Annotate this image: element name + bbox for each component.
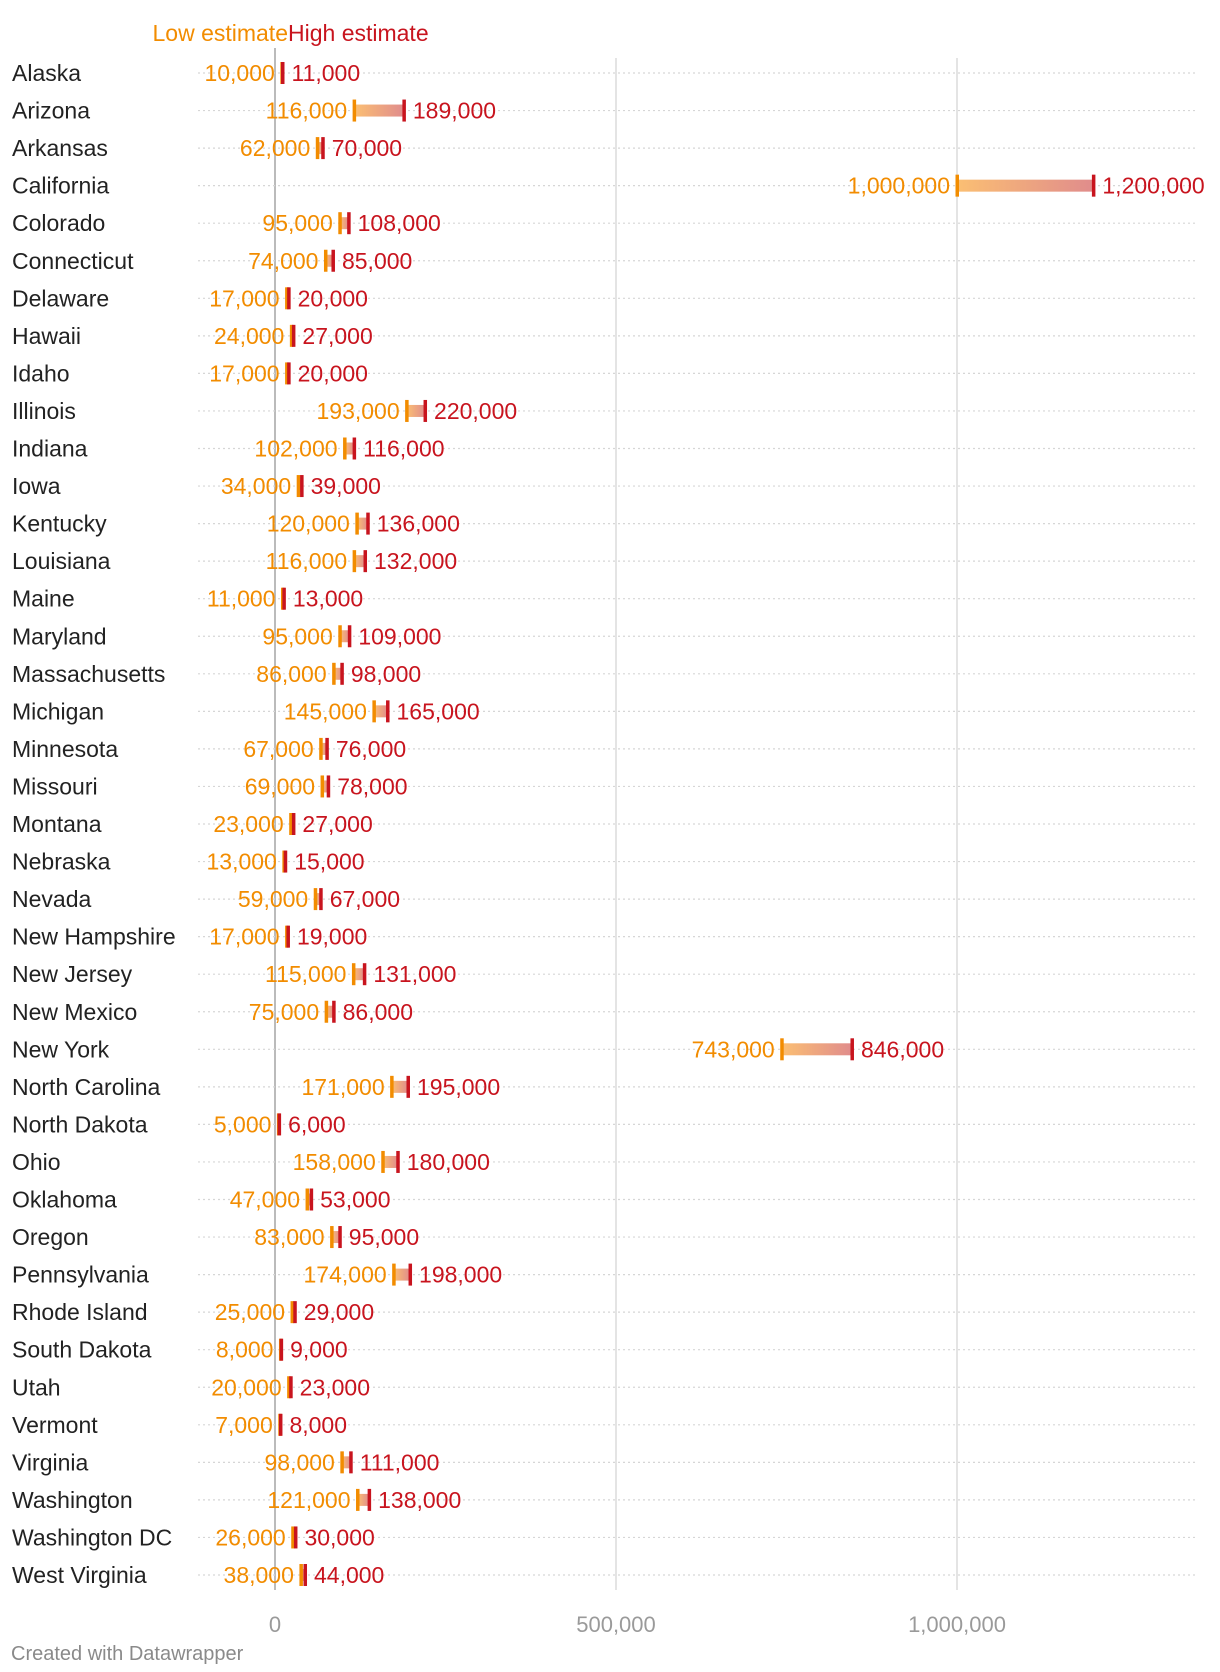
row-montana (12, 811, 1195, 837)
low-value-label: 47,000 (229, 1186, 301, 1213)
low-value-label: 75,000 (248, 998, 320, 1025)
row-virginia (12, 1449, 1195, 1475)
low-value-label: 145,000 (283, 698, 367, 725)
row-new-mexico (12, 999, 1195, 1025)
state-label: New Hampshire (12, 923, 176, 950)
high-value-label: 6,000 (288, 1111, 346, 1138)
high-value-label: 20,000 (297, 360, 368, 387)
row-new-york (12, 1036, 1195, 1062)
high-marker (368, 1489, 372, 1511)
low-value-label: 115,000 (264, 961, 347, 988)
high-marker (278, 1113, 282, 1135)
range-bar (392, 1081, 408, 1093)
low-value-label: 24,000 (214, 322, 285, 349)
high-value-label: 165,000 (396, 698, 480, 725)
low-marker (297, 475, 301, 497)
state-label: Indiana (12, 435, 88, 462)
row-pennsylvania (12, 1262, 1195, 1288)
low-marker (381, 1151, 385, 1173)
high-marker (319, 888, 323, 910)
state-label: Minnesota (12, 735, 119, 762)
state-label: Montana (12, 811, 102, 837)
state-label: New Mexico (12, 998, 138, 1025)
high-marker (348, 625, 352, 647)
high-marker (1092, 175, 1096, 197)
high-marker (292, 325, 296, 347)
high-value-label: 15,000 (294, 848, 365, 875)
high-marker (286, 926, 290, 948)
high-marker (310, 1189, 314, 1211)
high-value-label: 131,000 (373, 961, 457, 988)
low-value-label: 26,000 (215, 1524, 286, 1551)
state-label: California (12, 172, 110, 199)
row-hawaii (12, 323, 1195, 349)
row-west-virginia (12, 1562, 1195, 1588)
row-indiana (12, 436, 1195, 462)
row-idaho (12, 360, 1195, 386)
row-massachusetts (12, 661, 1195, 687)
row-arizona (12, 98, 1195, 124)
high-value-label: 8,000 (289, 1411, 348, 1438)
low-marker (352, 963, 356, 985)
low-marker (780, 1038, 784, 1060)
high-value-label: 95,000 (348, 1224, 420, 1251)
low-value-label: 10,000 (204, 60, 275, 86)
low-marker (299, 1564, 303, 1586)
high-value-label: 109,000 (358, 623, 442, 650)
row-utah (12, 1374, 1195, 1400)
low-marker (390, 1076, 394, 1098)
high-value-label: 29,000 (303, 1299, 375, 1326)
row-louisiana (12, 548, 1195, 574)
high-value-label: 85,000 (341, 247, 413, 274)
state-label: Maine (12, 585, 75, 612)
low-value-label: 83,000 (254, 1224, 325, 1251)
low-value-label: 69,000 (244, 773, 316, 800)
high-marker (282, 588, 286, 610)
range-bar (374, 705, 388, 717)
low-value-label: 17,000 (209, 285, 280, 312)
legend-high-estimate: High estimate (288, 20, 429, 46)
state-label: Washington DC (12, 1524, 173, 1551)
high-marker (424, 400, 428, 422)
low-marker (319, 738, 323, 760)
high-value-label: 180,000 (406, 1148, 490, 1175)
low-value-label: 120,000 (266, 510, 350, 537)
row-iowa (12, 473, 1195, 499)
high-marker (281, 62, 285, 84)
state-label: Nebraska (12, 848, 111, 875)
high-value-label: 13,000 (292, 585, 364, 612)
high-value-label: 27,000 (302, 811, 373, 837)
high-value-label: 67,000 (329, 886, 401, 913)
state-label: Louisiana (12, 548, 111, 575)
row-vermont (12, 1412, 1195, 1438)
high-value-label: 20,000 (297, 285, 368, 312)
high-marker (325, 738, 329, 760)
row-arkansas (12, 135, 1195, 161)
high-marker (850, 1038, 854, 1060)
high-marker (292, 813, 296, 835)
state-label: Delaware (12, 285, 110, 312)
low-value-label: 95,000 (262, 210, 333, 237)
low-value-label: 95,000 (262, 623, 333, 650)
low-value-label: 25,000 (214, 1299, 286, 1326)
x-tick-label: 1,000,000 (908, 1612, 1006, 1637)
row-south-dakota (12, 1337, 1195, 1363)
low-value-label: 67,000 (243, 735, 314, 762)
range-bar (407, 405, 425, 417)
high-marker (287, 287, 291, 309)
high-value-label: 44,000 (314, 1562, 385, 1588)
row-new-jersey (12, 961, 1195, 987)
row-michigan (12, 698, 1195, 724)
high-value-label: 19,000 (296, 923, 368, 950)
low-marker (306, 1189, 310, 1211)
row-north-carolina (12, 1074, 1195, 1100)
row-california (12, 173, 1205, 199)
row-missouri (12, 773, 1195, 799)
high-marker (386, 700, 390, 722)
high-value-label: 198,000 (419, 1261, 503, 1288)
low-value-label: 743,000 (691, 1036, 775, 1063)
low-marker (330, 1226, 334, 1248)
high-marker (300, 475, 304, 497)
state-label: Massachusetts (12, 660, 166, 687)
high-value-label: 27,000 (302, 322, 373, 349)
low-marker (340, 1451, 344, 1473)
state-label: Nevada (12, 886, 92, 913)
row-north-dakota (12, 1111, 1195, 1137)
low-value-label: 59,000 (237, 886, 309, 913)
high-marker (327, 775, 331, 797)
low-marker (338, 212, 342, 234)
range-bar (383, 1156, 398, 1168)
state-label: South Dakota (12, 1336, 152, 1363)
high-value-label: 70,000 (331, 135, 403, 162)
state-label: Pennsylvania (12, 1261, 149, 1288)
state-label: Connecticut (12, 247, 134, 274)
x-tick-label: 0 (268, 1612, 282, 1637)
low-value-label: 174,000 (303, 1261, 387, 1288)
state-label: North Carolina (12, 1073, 161, 1100)
low-marker (356, 1489, 360, 1511)
high-marker (366, 513, 370, 535)
high-value-label: 1,200,000 (1102, 172, 1205, 199)
row-maryland (12, 623, 1195, 649)
state-label: West Virginia (12, 1562, 147, 1588)
low-marker (325, 1001, 329, 1023)
high-value-label: 30,000 (304, 1524, 375, 1551)
state-label: Hawaii (12, 322, 82, 349)
high-marker (287, 362, 291, 384)
state-label: Washington (12, 1486, 133, 1513)
range-bar (394, 1269, 410, 1281)
row-washington (12, 1487, 1195, 1513)
low-marker (316, 137, 320, 159)
low-value-label: 23,000 (213, 811, 284, 837)
low-value-label: 116,000 (265, 97, 348, 124)
low-value-label: 11,000 (206, 585, 276, 612)
state-label: Ohio (12, 1148, 61, 1175)
legend-low-estimate: Low estimate (152, 20, 288, 46)
low-value-label: 1,000,000 (847, 172, 950, 199)
low-value-label: 121,000 (267, 1486, 351, 1513)
high-value-label: 9,000 (290, 1336, 348, 1363)
low-value-label: 102,000 (254, 435, 338, 462)
low-value-label: 171,000 (301, 1073, 385, 1100)
x-axis (269, 1612, 1006, 1637)
state-label: Missouri (12, 773, 98, 800)
low-marker (338, 625, 342, 647)
high-value-label: 189,000 (412, 97, 497, 124)
footer-credit: Created with Datawrapper (11, 1643, 244, 1665)
high-marker (304, 1564, 308, 1586)
range-bar (957, 180, 1093, 192)
low-marker (321, 775, 325, 797)
row-colorado (12, 210, 1195, 236)
low-marker (355, 513, 359, 535)
state-label: Idaho (12, 360, 70, 387)
range-bar (354, 105, 404, 117)
high-value-label: 39,000 (310, 473, 381, 500)
high-value-label: 136,000 (376, 510, 460, 537)
high-value-label: 76,000 (335, 735, 407, 762)
state-label: Michigan (12, 698, 105, 725)
row-oregon (12, 1224, 1195, 1250)
high-value-label: 98,000 (350, 660, 422, 687)
high-marker (289, 1376, 293, 1398)
high-marker (279, 1414, 283, 1436)
high-marker (347, 212, 351, 234)
low-value-label: 17,000 (209, 360, 280, 387)
high-marker (340, 663, 344, 685)
high-marker (338, 1226, 342, 1248)
high-value-label: 846,000 (860, 1036, 945, 1063)
high-marker (331, 250, 335, 272)
low-value-label: 34,000 (220, 473, 292, 500)
low-value-label: 193,000 (316, 397, 400, 424)
low-value-label: 20,000 (211, 1374, 282, 1401)
low-value-label: 74,000 (248, 247, 319, 274)
state-label: New Jersey (12, 961, 133, 988)
low-value-label: 158,000 (292, 1148, 376, 1175)
low-value-label: 98,000 (264, 1449, 335, 1476)
row-rhode-island (12, 1299, 1195, 1325)
low-marker (372, 700, 376, 722)
low-value-label: 116,000 (265, 548, 348, 575)
high-value-label: 23,000 (299, 1374, 371, 1401)
range-bar (782, 1043, 852, 1055)
low-marker (956, 175, 960, 197)
state-label: North Dakota (12, 1111, 148, 1138)
row-washington-dc (12, 1524, 1195, 1550)
state-label: Rhode Island (12, 1299, 148, 1326)
high-value-label: 220,000 (434, 397, 518, 424)
high-marker (402, 100, 406, 122)
state-label: Vermont (12, 1411, 98, 1438)
row-ohio (12, 1149, 1195, 1175)
low-marker (353, 100, 357, 122)
row-nevada (12, 886, 1195, 912)
high-value-label: 78,000 (337, 773, 408, 800)
state-label: New York (12, 1036, 110, 1063)
state-label: Arizona (12, 97, 90, 124)
high-value-label: 108,000 (357, 210, 441, 237)
low-marker (332, 663, 336, 685)
high-marker (332, 1001, 336, 1023)
row-connecticut (12, 248, 1195, 274)
row-kentucky (12, 511, 1195, 537)
row-illinois (12, 398, 1195, 424)
high-value-label: 195,000 (416, 1073, 501, 1100)
state-label: Illinois (12, 397, 76, 424)
low-marker (405, 400, 409, 422)
high-value-label: 11,000 (291, 60, 361, 86)
low-value-label: 7,000 (215, 1411, 273, 1438)
grid-layer (275, 48, 957, 1590)
low-marker (324, 250, 328, 272)
high-marker (406, 1076, 410, 1098)
state-label: Colorado (12, 210, 106, 237)
high-value-label: 86,000 (342, 998, 414, 1025)
rows-layer (12, 60, 1205, 1588)
high-marker (321, 137, 325, 159)
low-marker (392, 1264, 396, 1286)
row-alaska (12, 60, 1195, 86)
low-value-label: 8,000 (215, 1336, 274, 1363)
state-label: Oklahoma (12, 1186, 117, 1213)
high-value-label: 132,000 (374, 548, 458, 575)
low-marker (343, 438, 347, 460)
low-value-label: 17,000 (209, 923, 280, 950)
low-value-label: 5,000 (213, 1111, 272, 1138)
high-value-label: 53,000 (320, 1186, 391, 1213)
low-marker (314, 888, 318, 910)
high-marker (280, 1339, 284, 1361)
high-marker (396, 1151, 400, 1173)
high-value-label: 138,000 (378, 1486, 462, 1513)
row-nebraska (12, 849, 1195, 875)
state-label: Utah (12, 1374, 61, 1401)
high-value-label: 116,000 (363, 435, 445, 462)
state-label: Arkansas (12, 135, 108, 162)
high-marker (349, 1451, 353, 1473)
low-value-label: 38,000 (223, 1562, 294, 1588)
low-marker (353, 550, 357, 572)
high-marker (409, 1264, 413, 1286)
high-marker (293, 1301, 297, 1323)
legend (152, 20, 428, 46)
row-delaware (12, 285, 1195, 311)
state-label: Maryland (12, 623, 107, 650)
high-marker (353, 438, 357, 460)
low-value-label: 86,000 (256, 660, 327, 687)
low-value-label: 13,000 (206, 848, 277, 875)
row-maine (12, 586, 1195, 612)
row-new-hampshire (12, 924, 1195, 950)
state-label: Oregon (12, 1224, 89, 1251)
state-label: Kentucky (12, 510, 107, 537)
high-marker (363, 963, 367, 985)
state-label: Iowa (12, 473, 61, 500)
high-marker (294, 1526, 298, 1548)
high-marker (284, 851, 288, 873)
state-label: Alaska (12, 60, 82, 86)
low-value-label: 62,000 (239, 135, 311, 162)
high-marker (364, 550, 368, 572)
high-value-label: 111,000 (359, 1449, 440, 1476)
row-oklahoma (12, 1187, 1195, 1213)
state-label: Virginia (12, 1449, 89, 1476)
row-minnesota (12, 736, 1195, 762)
x-tick-label: 500,000 (576, 1612, 656, 1637)
